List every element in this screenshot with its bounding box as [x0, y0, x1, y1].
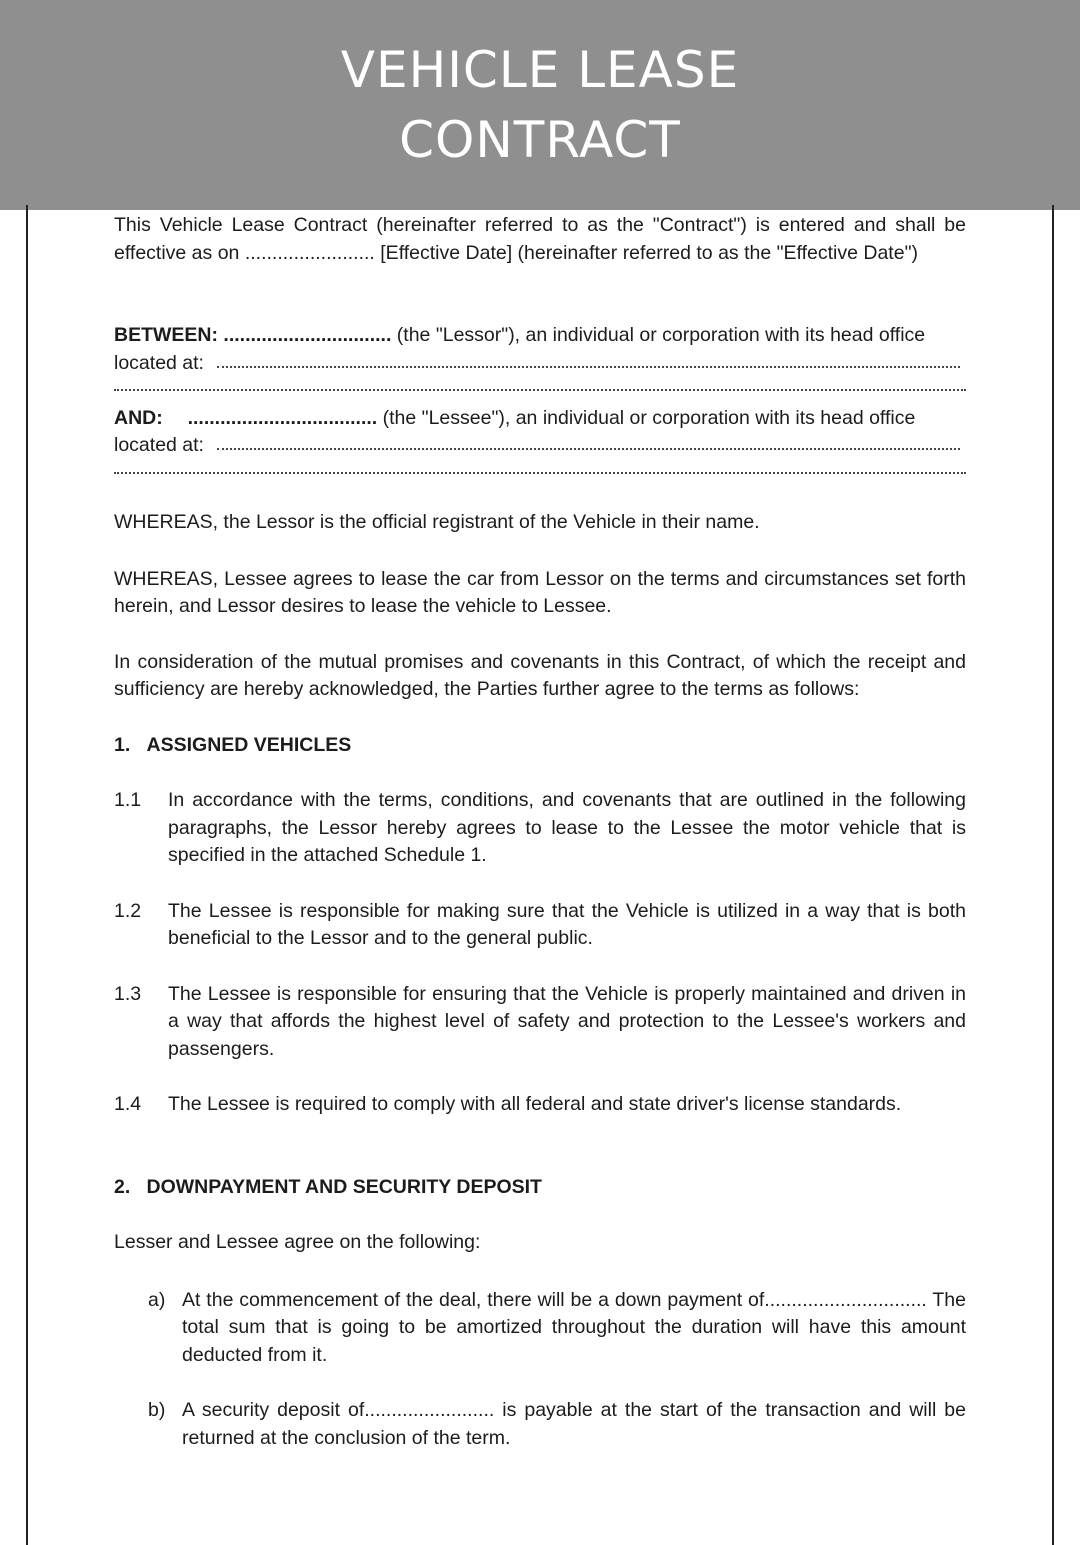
clause-number: 1.4 [114, 1093, 142, 1115]
item-text [182, 1397, 966, 1452]
clause-1-3 [114, 981, 966, 1064]
section-2-intro: Lesser and Lessee agree on the following: [114, 1231, 481, 1253]
lessor-address-line-2 [114, 377, 966, 405]
title-line-2: CONTRACT [399, 111, 681, 169]
lessee-address-blank [217, 448, 960, 450]
clause-1-1 [114, 787, 966, 870]
clause-text: The Lessee is required to comply with all federal and state driver's license standards. [168, 1093, 902, 1115]
lessor-description: (the "Lessor"), an individual or corporation with its head office [396, 324, 926, 346]
lessee-paragraph [114, 405, 966, 433]
clause-text: The Lessee is responsible for ensuring that the Vehicle is properly maintained and driven in a way that affords the highest level of safety and protection to the Lessee's workers and passengers. [168, 982, 966, 1060]
clause-1-2 [114, 898, 966, 953]
contract-body [114, 212, 966, 1452]
item-letter: a) [148, 1288, 166, 1311]
item-text [182, 1287, 966, 1370]
down-payment-text-2: The total sum that is going to be amortized throughout the duration will have this amount deducted from it. [182, 1288, 966, 1366]
clause-number: 1.1 [114, 789, 142, 811]
lessee-address-line-2 [114, 460, 966, 488]
security-deposit-blank: ........................ [364, 1399, 495, 1421]
item-a [148, 1287, 966, 1370]
lessor-name-blank: ............................... [223, 324, 392, 346]
lessor-address-line [114, 350, 966, 378]
down-payment-blank: .............................. [764, 1288, 927, 1311]
section-2-heading: 2. DOWNPAYMENT AND SECURITY DEPOSIT [114, 1175, 542, 1198]
clause-number: 1.3 [114, 982, 142, 1005]
title-banner [0, 0, 1080, 210]
clause-number: 1.2 [114, 899, 142, 922]
item-letter: b) [148, 1399, 166, 1421]
title-line-1: VEHICLE LEASE [340, 41, 740, 99]
security-deposit-text-1: A security deposit of [182, 1399, 365, 1421]
lessee-address-line [114, 432, 966, 460]
between-label: BETWEEN: [114, 324, 218, 346]
recital-1: WHEREAS, the Lessor is the official registrant of the Vehicle in their name. [114, 511, 760, 533]
intro-text-2: [Effective Date] (hereinafter referred to as the "Effective Date") [380, 241, 918, 264]
lessee-name-blank: ................................... [187, 406, 378, 429]
lessor-address-blank [217, 366, 960, 368]
located-at-label-2: located at: [114, 434, 204, 456]
recital-2: WHEREAS, Lessee agrees to lease the car from Lessor on the terms and circumstances set forth herein, and Lessor desires to lease the vehicle to Lessee. [114, 567, 966, 617]
section-1-heading: 1. ASSIGNED VEHICLES [114, 733, 352, 756]
lessor-address-blank-2 [114, 389, 966, 391]
intro-paragraph [114, 212, 966, 267]
clause-text: In accordance with the terms, conditions, and covenants that are outlined in the following paragraphs, the Lessor hereby agrees to lease to the Lessee the motor vehicle that is specified in the attached Schedule 1. [168, 789, 966, 866]
lessee-address-blank-2 [114, 472, 966, 474]
down-payment-text-1: At the commencement of the deal, there will be a down payment of [182, 1288, 765, 1311]
and-label: AND: [114, 406, 163, 429]
consideration-paragraph: In consideration of the mutual promises and covenants in this Contract, of which the receipt and sufficiency are hereby acknowledged, the Parties further agree to the terms as follows: [114, 650, 966, 700]
located-at-label: located at: [114, 351, 204, 374]
clause-text: The Lessee is responsible for making sure that the Vehicle is utilized in a way that is both beneficial to the Lessor and to the general public. [168, 899, 966, 949]
lessor-paragraph [114, 322, 966, 350]
item-b [148, 1397, 966, 1452]
lessee-description: (the "Lessee"), an individual or corporation with its head office [382, 406, 916, 429]
security-deposit-text-2: is payable at the start of the transaction and will be returned at the conclusion of the term. [182, 1399, 966, 1449]
clause-1-4 [114, 1091, 966, 1119]
effective-date-blank: ........................ [244, 241, 375, 264]
intro-text-1: This Vehicle Lease Contract (hereinafter referred to as the "Contract") is entered and shall be effective as on [114, 214, 966, 264]
